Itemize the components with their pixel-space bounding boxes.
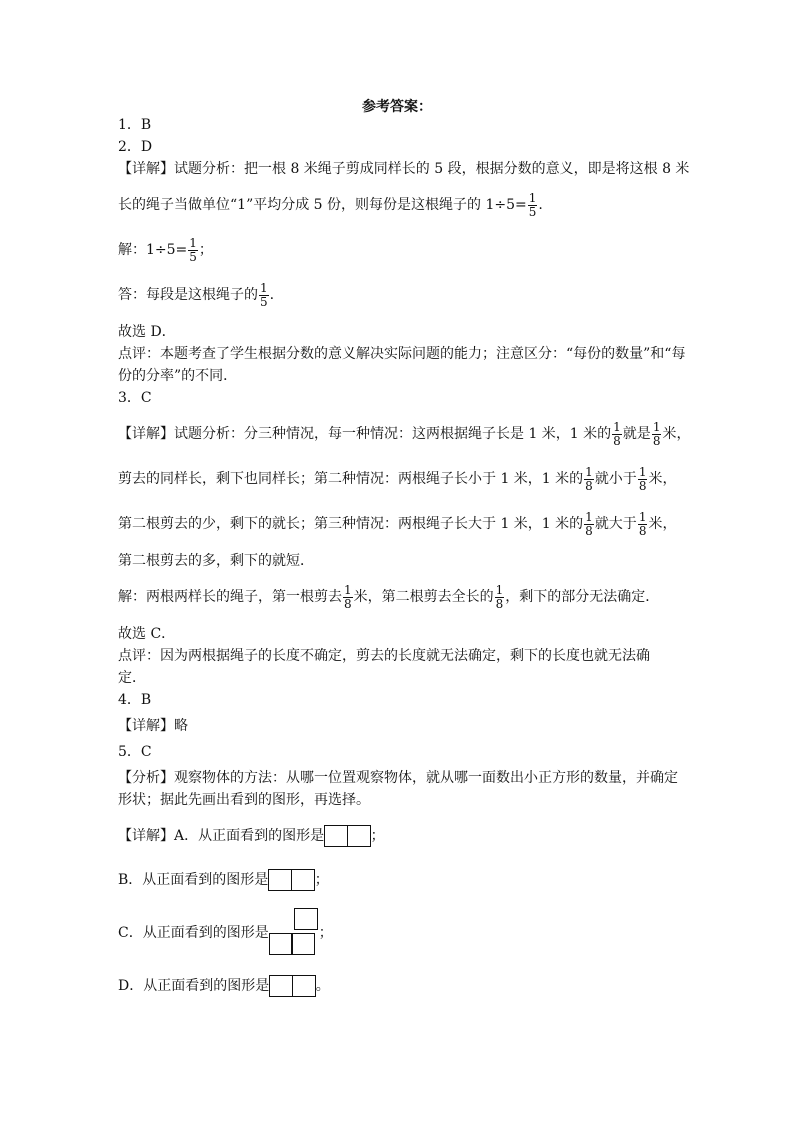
two-square-shape — [268, 869, 315, 891]
q2-detail-line-2: 长的绳子当做单位“1”平均分成 5 份，则每份是这根绳子的 1÷5= $\frac{1}{5}$ . — [118, 190, 543, 219]
fraction-one-eighth: $\frac{1}{8}$ — [344, 582, 352, 611]
page-title: 参考答案： — [362, 99, 432, 115]
answer-2: 2．D — [118, 139, 153, 155]
q5-option-a: 【详解】A．从正面看到的图形是 ； — [118, 817, 688, 855]
q2-detail-line-1: 【详解】试题分析：把一根 8 米绳子剪成同样长的 5 段，根据分数的意义，即是将这根 8 米 — [118, 161, 690, 177]
q5-option-b: B．从正面看到的图形是 ； — [118, 861, 688, 899]
fraction-one-eighth: $\frac{1}{8}$ — [585, 509, 593, 538]
q3-comment-line-1: 点评：因为两根据绳子的长度不确定，剪去的长度就无法确定，剩下的长度也就无法确 — [118, 648, 650, 664]
q5-option-c: C．从正面看到的图形是 ； — [118, 905, 688, 961]
q3-detail-line-2: 剪去的同样长，剩下也同样长；第二种情况：两根绳子长小于 1 米，1 米的 $\frac{1}{8}$ 就小于 $\frac{1}{8}$ 米， — [118, 464, 677, 493]
q4-detail: 【详解】略 — [118, 718, 188, 734]
fraction-one-eighth: $\frac{1}{8}$ — [638, 509, 647, 538]
answer-5: 5．C — [118, 744, 152, 760]
q2-answer: 答：每段是这根绳子的 $\frac{1}{5}$ . — [118, 280, 275, 309]
q3-detail-line-4: 第二根剪去的多，剩下的就短． — [118, 553, 314, 569]
three-square-shape — [269, 908, 319, 958]
q5-analysis-line-2: 形状；据此先画出看到的图形，再选择。 — [118, 792, 370, 808]
answer-4: 4．B — [118, 692, 152, 708]
two-square-shape — [269, 975, 316, 997]
q3-detail-line-1: 【详解】试题分析：分三种情况，每一种情况：这两根据绳子长是 1 米，1 米的 $\frac{1}{8}$ 就是 $\frac{1}{8}$ 米， — [118, 419, 691, 448]
two-square-shape — [324, 825, 371, 847]
fraction-one-eighth: $\frac{1}{8}$ — [585, 464, 593, 493]
fraction-one-fifth: $\frac{1}{5}$ — [260, 280, 268, 309]
answer-1: 1．B — [118, 117, 152, 133]
answer-3: 3．C — [118, 390, 152, 406]
fraction-one-eighth: $\frac{1}{8}$ — [495, 582, 504, 611]
fraction-one-eighth: $\frac{1}{8}$ — [638, 464, 647, 493]
q2-comment-line-2: 份的分率”的不同． — [118, 368, 238, 384]
q2-comment-line-1: 点评：本题考查了学生根据分数的意义解决实际问题的能力；注意区分：“每份的数量”和“每 — [118, 346, 686, 362]
q2-solution: 解：1÷5= $\frac{1}{5}$ ； — [118, 235, 213, 264]
fraction-one-fifth: $\frac{1}{5}$ — [189, 235, 197, 264]
fraction-one-fifth: $\frac{1}{5}$ — [528, 190, 537, 219]
q3-solution: 解：两根两样长的绳子，第一根剪去 $\frac{1}{8}$ 米，第二根剪去全长的 $\frac{1}{8}$ ，剩下的部分无法确定． — [118, 582, 660, 611]
q5-analysis-line-1: 【分析】观察物体的方法：从哪一位置观察物体，就从哪一面数出小正方形的数量，并确定 — [118, 770, 678, 786]
q3-choose: 故选 C． — [118, 626, 176, 642]
q3-detail-line-3: 第二根剪去的少，剩下的就长；第三种情况：两根绳子长大于 1 米，1 米的 $\frac{1}{8}$ 就大于 $\frac{1}{8}$ 米， — [118, 509, 677, 538]
fraction-one-eighth: $\frac{1}{8}$ — [613, 419, 621, 448]
q2-choose: 故选 D． — [118, 324, 176, 340]
q3-comment-line-2: 定． — [118, 670, 146, 686]
q5-option-d: D．从正面看到的图形是 。 — [118, 967, 688, 1005]
answer-content — [118, 114, 691, 1005]
fraction-one-eighth: $\frac{1}{8}$ — [652, 419, 661, 448]
